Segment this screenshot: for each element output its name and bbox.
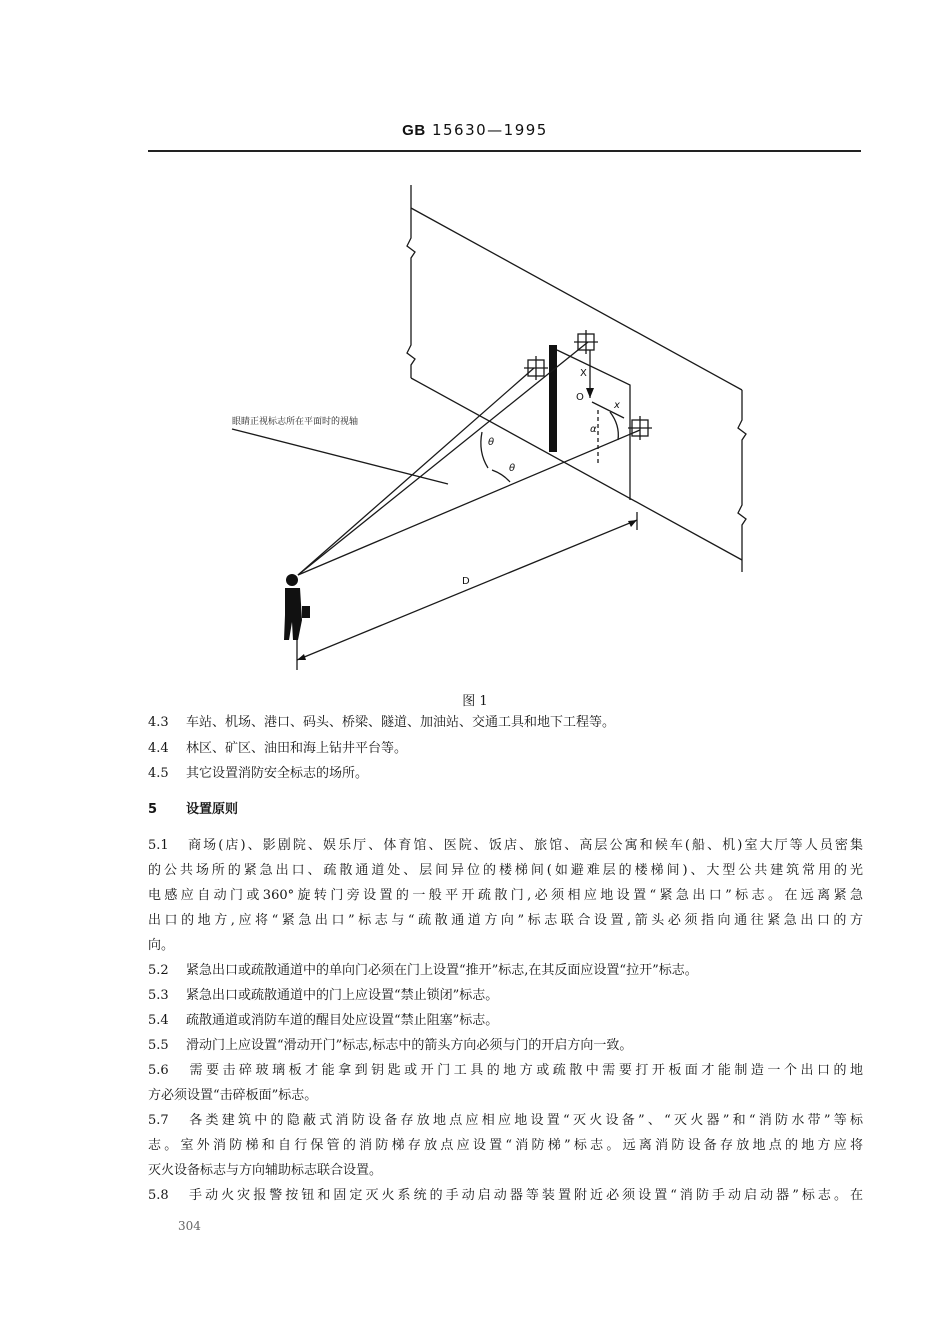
label-x-height: X <box>580 368 587 379</box>
wall-right-edge <box>738 390 746 572</box>
section-5-heading: 5 设置原则 <box>148 802 239 817</box>
clause-5-2: 5.2 紧急出口或疏散通道中的单向门必须在门上设置“推开”标志,在其反面应设置“拉开”标志。 <box>148 963 698 978</box>
clause-5-3: 5.3 紧急出口或疏散通道中的门上应设置“禁止锁闭”标志。 <box>148 988 499 1003</box>
clause-5-7-line-3: 灭火设备标志与方向辅助标志联合设置。 <box>148 1163 383 1178</box>
clause-5-5: 5.5 滑动门上应设置“滑动开门”标志,标志中的箭头方向必须与门的开启方向一致。 <box>148 1038 633 1053</box>
clause-5-1-line-1: 5.1 商场(店)、影剧院、娱乐厅、体育馆、医院、饭店、旅馆、高层公寓和候车(船、机)室大厅等人员密集 <box>148 838 863 853</box>
label-theta-lower: θ <box>509 463 516 474</box>
clause-5-6-line-2: 方必须设置“击碎板面”标志。 <box>148 1088 318 1103</box>
clause-5-6-line-1: 5.6 需要击碎玻璃板才能拿到钥匙或开门工具的地方或疏散中需要打开板面才能制造一个出口的地 <box>148 1063 863 1078</box>
clause-5-4: 5.4 疏散通道或消防车道的醒目处应设置“禁止阻塞”标志。 <box>148 1013 499 1028</box>
page-number: 304 <box>178 1219 201 1233</box>
label-alpha: α <box>590 424 597 435</box>
wall-top-edge <box>411 208 742 390</box>
clause-4-4: 4.4 林区、矿区、油田和海上钻井平台等。 <box>148 741 408 756</box>
clause-5-7-line-1: 5.7 各类建筑中的隐蔽式消防设备存放地点应相应地设置“灭火设备”、“灭火器”和“消防水带”等标 <box>148 1113 863 1128</box>
label-o: O <box>576 392 584 403</box>
clause-4-3: 4.3 车站、机场、港口、码头、桥梁、隧道、加油站、交通工具和地下工程等。 <box>148 715 616 730</box>
clause-5-7-line-2: 志。室外消防梯和自行保管的消防梯存放点应设置“消防梯”标志。远离消防设备存放地点的地方应将 <box>148 1138 863 1153</box>
standard-code: GB <box>402 122 426 139</box>
label-distance: D <box>462 576 470 587</box>
distance-line <box>297 520 637 660</box>
label-theta-upper: θ <box>488 437 495 448</box>
label-x-axis: x <box>614 400 620 411</box>
sight-line-left <box>298 368 534 575</box>
clause-5-1-line-4: 出口的地方,应将“紧急出口”标志与“疏散通道方向”标志联合设置,箭头必须指向通往紧急出口的方 <box>148 913 863 928</box>
clause-5-8: 5.8 手动火灾报警按钮和固定灭火系统的手动启动器等装置附近必须设置“消防手动启动器”标志。在 <box>148 1188 863 1203</box>
gaze-leader-line <box>232 429 448 484</box>
clause-5-1-line-5: 向。 <box>148 938 175 953</box>
wall-bottom-edge <box>411 378 742 560</box>
gaze-axis-label: 眼睛正视标志所在平面时的视轴 <box>232 417 359 427</box>
wall-left-edge <box>407 185 415 378</box>
door-leaf <box>549 345 557 452</box>
standard-number: 15630—1995 <box>431 121 548 139</box>
sight-line-right <box>298 430 640 575</box>
sign-right <box>628 416 652 440</box>
clause-5-1-line-3: 电感应自动门或360°旋转门旁设置的一般平开疏散门,必须相应地设置“紧急出口”标志。在远离紧急 <box>148 888 863 903</box>
sight-line-top <box>298 342 588 575</box>
figure-caption: 图 1 <box>462 694 488 709</box>
clause-4-5: 4.5 其它设置消防安全标志的场所。 <box>148 766 369 781</box>
clause-5-1-line-2: 的公共场所的紧急出口、疏散通道处、层间异位的楼梯间(如避难层的楼梯间)、大型公共建筑常用的光 <box>148 863 863 878</box>
person-figure <box>284 574 310 640</box>
